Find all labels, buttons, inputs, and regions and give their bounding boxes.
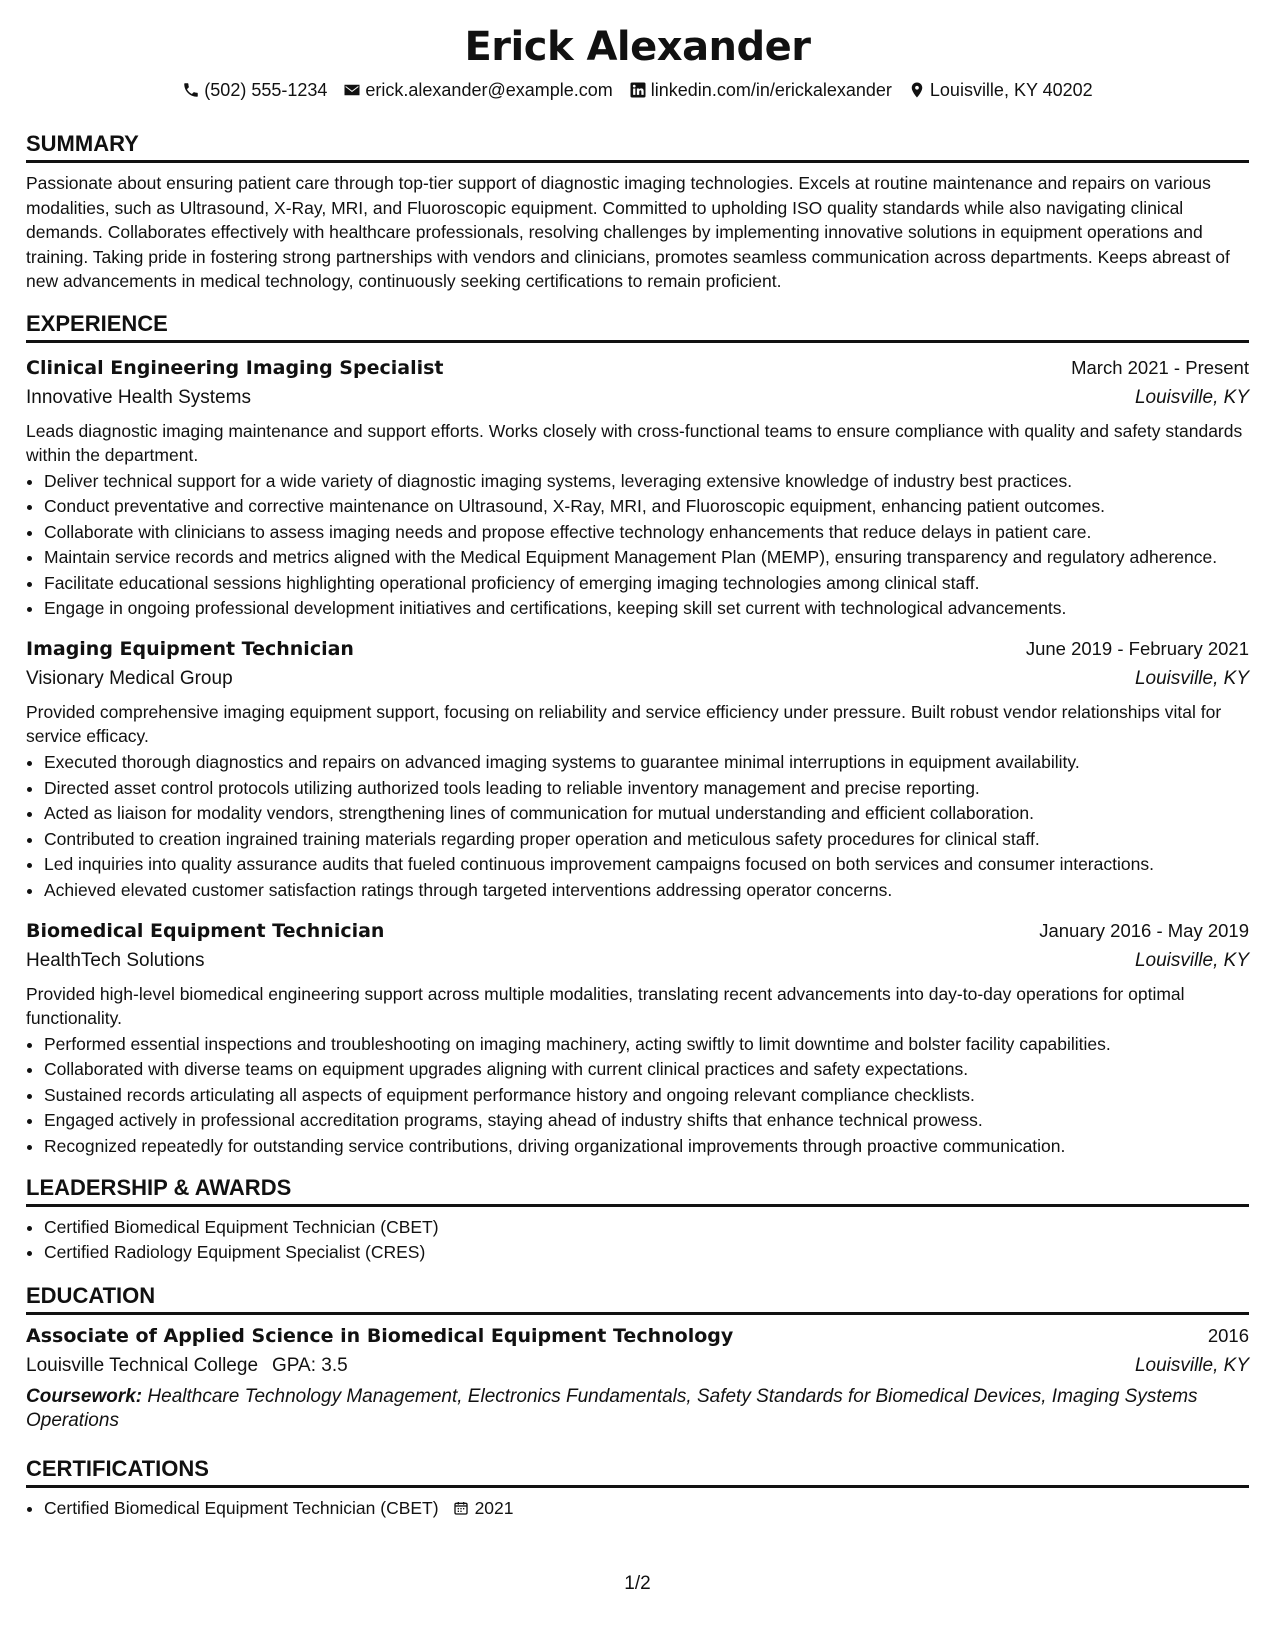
list-item: • Acted as liaison for modality vendors, strengthening lines of communication for mutual understanding and efficient collaboration. [44,801,1249,825]
job-location: Louisville, KY [1134,949,1249,971]
section-title-leadership: LEADERSHIP & AWARDS [26,1174,1249,1207]
list-item: • Engage in ongoing professional development initiatives and certifications, keeping skill set current with technological advancements. [44,596,1249,620]
job-title: Biomedical Equipment Technician [26,919,385,942]
contact-phone [182,78,327,102]
job-company: Innovative Health Systems [26,386,251,408]
list-item: • Facilitate educational sessions highlighting operational proficiency of emerging imaging technologies among clinical staff. [44,571,1249,595]
phone-icon [182,81,200,99]
certifications-list [26,1496,1249,1520]
section-title-education: EDUCATION [26,1282,1249,1315]
list-item: • Conduct preventative and corrective maintenance on Ultrasound, X-Ray, MRI, and Fluoroscopic equipment, enhancing patient outcomes. [44,494,1249,518]
summary-text: Passionate about ensuring patient care through top-tier support of diagnostic imaging technologies. Excels at routine maintenance and repairs on various modalities, such as Ultrasound, X-Ray, MRI, and Fluoroscopic equipment. Committed to upholding ISO quality standards while also navigating clinical demands. Collaborates effectively with healthcare professionals, resolving challenges by implementing innovative solutions in equipment operations and training. Taking pride in fostering strong partnerships with vendors and clinicians, promotes seamless communication across departments. Keeps abreast of new advancements in medical technology, continuously seeking certifications to remain proficient. [26,173,1230,291]
list-item: • Recognized repeatedly for outstanding service contributions, driving organizational improvements through proactive communication. [44,1134,1249,1158]
job-location: Louisville, KY [1134,386,1249,408]
list-item: • Maintain service records and metrics aligned with the Medical Equipment Management Plan (MEMP), ensuring transparency and regulatory adherence. [44,545,1249,569]
school-name: Louisville Technical College [26,1355,259,1376]
list-item: • Executed thorough diagnostics and repairs on advanced imaging systems to guarantee minimal interruptions in equipment availability. [44,750,1249,774]
list-item: • Certified Radiology Equipment Specialist (CRES) [44,1240,1249,1264]
job-title: Imaging Equipment Technician [26,638,354,660]
coursework [26,1385,1249,1433]
job-title: Clinical Engineering Imaging Specialist [26,356,444,379]
email-text[interactable]: erick.alexander@example.com [365,80,613,100]
list-item: • Collaborate with clinicians to assess imaging needs and propose effective technology enhancements that reduce delays in patient care. [44,520,1249,544]
linkedin-text[interactable]: linkedin.com/in/erickalexander [650,80,892,100]
page-number: 1/2 [624,1573,651,1594]
list-item [44,1496,1249,1520]
job-company: HealthTech Solutions [26,949,205,971]
job-entry [26,634,1249,902]
list-item: • Led inquiries into quality assurance audits that fueled continuous improvement campaigns focused on both services and consumer interactions. [44,852,1249,876]
degree-title: Associate of Applied Science in Biomedical Equipment Technology [26,1325,734,1347]
job-description: Provided high-level biomedical engineering support across multiple modalities, translating recent advancements into day-to-day operations for optimal functionality. [26,983,1185,1028]
certification-name: • Certified Biomedical Equipment Technician (CBET) [44,1498,439,1518]
resume-page [26,20,1249,1522]
coursework-text: Healthcare Technology Management, Electronics Fundamentals, Safety Standards for Biomedical Devices, Imaging Systems Operations [26,1386,1198,1431]
summary-section [26,130,1249,294]
education-entry [26,1321,1249,1433]
certifications-section [26,1455,1249,1520]
section-title-experience: EXPERIENCE [26,310,1249,343]
experience-section [26,310,1249,1158]
section-title-certifications: CERTIFICATIONS [26,1455,1249,1488]
list-item: • Performed essential inspections and troubleshooting on imaging machinery, acting swiftly to limit downtime and bolster facility capabilities. [44,1032,1249,1056]
calendar-icon [453,1500,469,1516]
location-pin-icon [908,81,926,99]
education-section [26,1282,1249,1433]
job-bullets [26,1032,1249,1158]
job-description: Leads diagnostic imaging maintenance and support efforts. Works closely with cross-functional teams to ensure compliance with quality and safety standards within the department. [26,420,1243,465]
list-item: • Engaged actively in professional accreditation programs, staying ahead of industry shifts that enhance technical prowess. [44,1108,1249,1132]
job-dates: June 2019 - February 2021 [1025,638,1249,659]
job-dates: March 2021 - Present [1071,356,1249,378]
school-location: Louisville, KY [1134,1355,1249,1376]
leadership-list [26,1215,1249,1265]
gpa: GPA: 3.5 [272,1355,348,1376]
job-bullets [26,469,1249,621]
linkedin-icon [629,81,647,99]
school-line [26,1351,348,1381]
job-dates: January 2016 - May 2019 [1039,919,1249,941]
job-location: Louisville, KY [1134,668,1249,689]
graduation-year: 2016 [1207,1325,1249,1346]
list-item: • Collaborated with diverse teams on equipment upgrades aligning with current clinical practices and safety expectations. [44,1057,1249,1081]
list-item: • Certified Biomedical Equipment Technician (CBET) [44,1215,1249,1239]
list-item: • Sustained records articulating all aspects of equipment performance history and ongoing relevant compliance checklists. [44,1083,1249,1107]
contact-email[interactable] [343,78,612,102]
job-entry [26,353,1249,621]
list-item: • Contributed to creation ingrained training materials regarding proper operation and meticulous safety procedures for clinical staff. [44,827,1249,851]
phone-text: (502) 555-1234 [204,80,328,100]
section-title-summary: SUMMARY [26,130,1249,163]
email-icon [343,81,361,99]
contact-bar [26,78,1249,102]
coursework-label: Coursework: [26,1386,143,1407]
job-company: Visionary Medical Group [26,668,233,689]
list-item: • Deliver technical support for a wide variety of diagnostic imaging systems, leveraging extensive knowledge of industry best practices. [44,469,1249,493]
list-item: • Directed asset control protocols utilizing authorized tools leading to reliable inventory management and precise reporting. [44,776,1249,800]
leadership-section [26,1174,1249,1265]
certification-year: 2021 [474,1498,514,1518]
contact-linkedin[interactable] [629,78,892,102]
job-entry [26,916,1249,1158]
candidate-name: Erick Alexander [464,24,811,70]
contact-location [908,78,1093,102]
list-item: • Achieved elevated customer satisfaction ratings through targeted interventions addressing operator concerns. [44,878,1249,902]
job-bullets [26,750,1249,902]
job-description: Provided comprehensive imaging equipment support, focusing on reliability and service efficiency under pressure. Built robust vendor relationships vital for service efficacy. [26,702,1222,746]
location-text: Louisville, KY 40202 [929,80,1093,100]
